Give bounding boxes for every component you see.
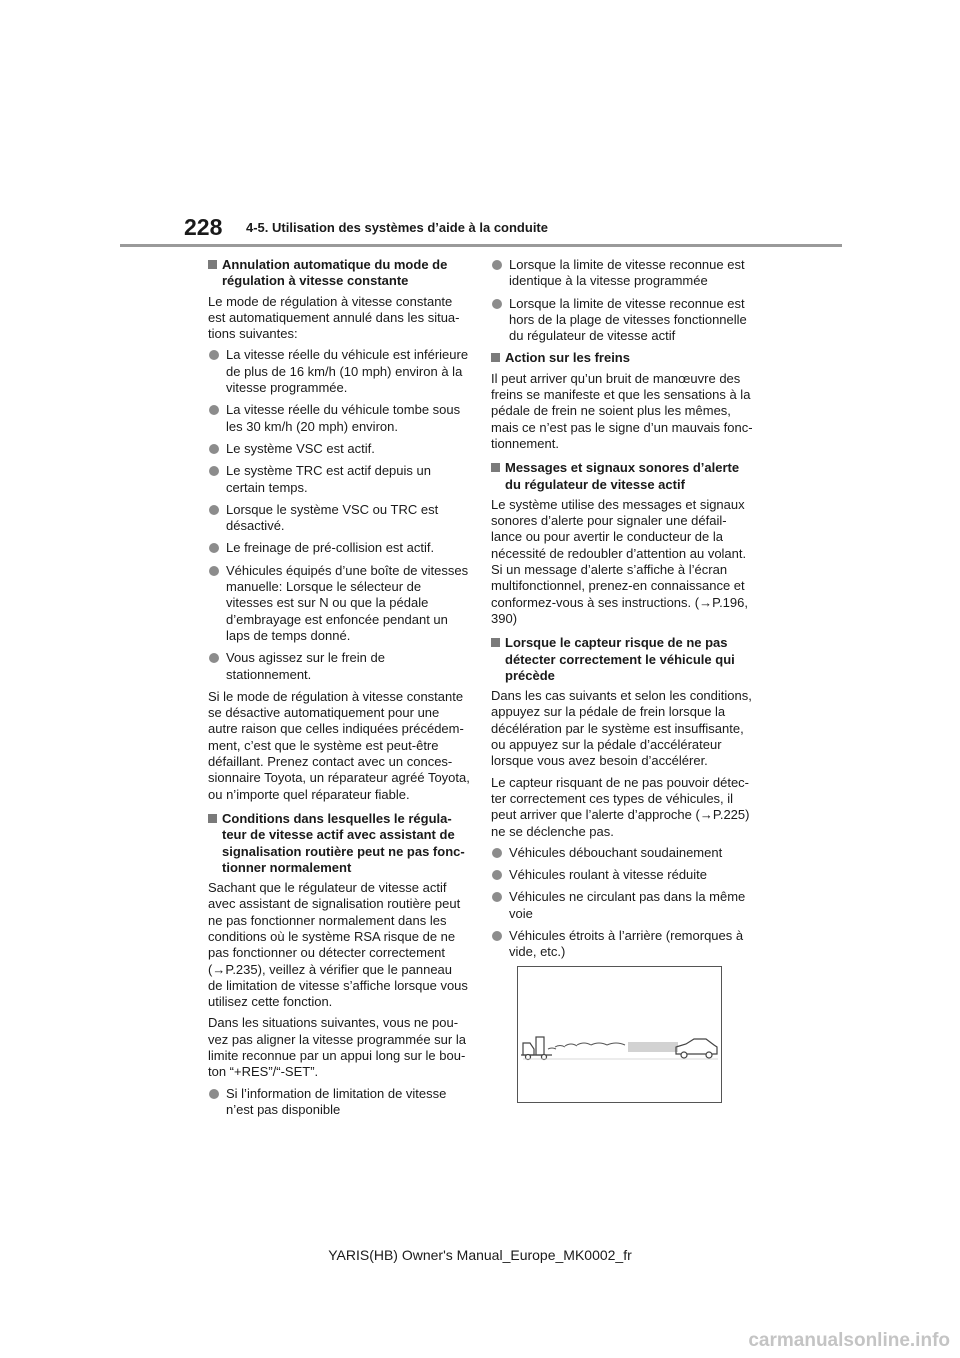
bullet-icon [209, 543, 219, 553]
heading-text: Lorsque le capteur risque de ne pas détecter correctement le véhicule qui précède [505, 635, 735, 683]
list-item-text: Le système VSC est actif. [226, 440, 375, 456]
bullet-icon [492, 931, 502, 941]
list-item-text: Lorsque la limite de vitesse reconnue est identique à la vitesse programmée [509, 257, 745, 289]
heading-text: Messages et signaux sonores d’alerte du régulateur de vitesse actif [505, 460, 740, 492]
section-heading [491, 460, 753, 493]
section-heading [208, 257, 470, 290]
list-item [208, 502, 470, 535]
list-item [208, 402, 470, 435]
list-item-text: Vous agissez sur le frein de stationnement. [226, 650, 385, 682]
paragraph: Si le mode de régulation à vitesse constante se désactive automatiquement pour une autre raison que celles indiquées précédem-ment, c’est que le système est peut-être défaillant. Prenez contact avec un conces-sionnaire Toyota, un réparateur agréé Toyota, ou n’importe quel réparateur fiable. [208, 688, 470, 802]
list-item [491, 296, 753, 345]
list-item [491, 845, 753, 861]
bullet-icon [209, 444, 219, 454]
square-bullet-icon [208, 260, 217, 269]
bullet-icon [492, 260, 502, 270]
list-item [491, 928, 753, 961]
list-item-text: Le freinage de pré-collision est actif. [226, 540, 435, 556]
list-item-text: Le système TRC est actif depuis un certain temps. [226, 463, 431, 495]
list-item-text: Véhicules équipés d’une boîte de vitesses manuelle: Lorsque le sélecteur de vitesses est sur N ou que la pédale d’embrayage est enfoncée pendant un laps de temps donné. [226, 562, 469, 643]
section-heading [208, 811, 470, 876]
bullet-icon [209, 505, 219, 515]
bullet-icon [492, 870, 502, 880]
list-item [208, 563, 470, 644]
list-item-text: Lorsque la limite de vitesse reconnue est hors de la plage de vitesses fonctionnelle du régulateur de vitesse actif [509, 295, 747, 344]
paragraph: Le mode de régulation à vitesse constante est automatiquement annulé dans les situa-tions suivantes: [208, 293, 460, 342]
list-item [491, 257, 753, 290]
list-item [491, 867, 753, 883]
list-item [208, 463, 470, 496]
list-item-text: Véhicules étroits à l’arrière (remorques à vide, etc.) [509, 927, 744, 960]
radar-wave-icon [548, 1043, 625, 1049]
radar-illustration-svg [518, 967, 721, 1102]
header-divider [120, 244, 842, 247]
watermark: carmanualsonline.info [748, 1330, 950, 1351]
list-item [208, 1086, 470, 1119]
list-item-text: La vitesse réelle du véhicule tombe sous les 30 km/h (20 mph) environ. [226, 402, 461, 434]
list-item [208, 347, 470, 396]
bullet-icon [492, 892, 502, 902]
list-item-text: La vitesse réelle du véhicule est inférieure de plus de 16 km/h (10 mph) environ à la vitesse programmée. [226, 347, 469, 396]
list-item-text: Véhicules roulant à vitesse réduite [509, 867, 708, 883]
radar-illustration [517, 966, 722, 1103]
left-column [208, 257, 470, 1124]
paragraph: Dans les situations suivantes, vous ne pou-vez pas aligner la vitesse programmée sur la limite reconnue par un appui long sur le bou-ton “+RES”/“-SET”. [208, 1015, 466, 1080]
square-bullet-icon [208, 814, 217, 823]
square-bullet-icon [491, 463, 500, 472]
heading-text: Conditions dans lesquelles le régula-teur de vitesse actif avec assistant de signalisation routière peut ne pas fonc-tionner normalement [222, 810, 465, 875]
bullet-icon [209, 566, 219, 576]
section-heading [491, 350, 753, 366]
radar-beam-icon [628, 1043, 678, 1051]
page-number: 228 [184, 214, 223, 240]
car-icon [676, 1039, 717, 1058]
footer-text: YARIS(HB) Owner's Manual_Europe_MK0002_fr [328, 1247, 632, 1263]
paragraph: Sachant que le régulateur de vitesse actif avec assistant de signalisation routière peut ne pas fonctionner normalement dans les conditions où le système RSA risque de ne pas fonctionner ou détecter correctement (→P.235), veillez à vérifier que le panneau de limitation de vitesse s’affiche lorsque vous utilisez cette fonction. [208, 880, 468, 1010]
list-item-text: Véhicules débouchant soudainement [509, 844, 723, 860]
list-item-text: Si l’information de limitation de vitesse n’est pas disponible [226, 1085, 447, 1117]
heading-text: Annulation automatique du mode de régulation à vitesse constante [222, 257, 448, 289]
square-bullet-icon [491, 353, 500, 362]
right-column [491, 257, 753, 967]
bullet-icon [209, 405, 219, 415]
paragraph: Le capteur risquant de ne pas pouvoir détec-ter correctement ces types de véhicules, il peut arriver que l’alerte d’approche (→P.225) ne se déclenche pas. [491, 774, 750, 839]
square-bullet-icon [491, 638, 500, 647]
list-item [208, 441, 470, 457]
bullet-icon [492, 848, 502, 858]
truck-icon [521, 1037, 552, 1060]
bullet-icon [209, 350, 219, 360]
list-item-text: Lorsque le système VSC ou TRC est désactivé. [226, 501, 439, 534]
bullet-icon [492, 299, 502, 309]
paragraph: Le système utilise des messages et signaux sonores d’alerte pour signaler une défail-lance ou pour avertir le conducteur de la nécessité de redoubler d’attention au volant. Si un message d’alerte s’affiche à l’écran multifonctionnel, prenez-en connaissance et conformez-vous à ses instructions. (→P.196, 390) [491, 496, 748, 626]
section-heading [491, 635, 753, 684]
list-item [208, 540, 470, 556]
bullet-icon [209, 466, 219, 476]
paragraph: Dans les cas suivants et selon les conditions, appuyez sur la pédale de frein lorsque la décélération par le système est insuffisante, ou appuyez sur la pédale d’accélérateur lorsque vous avez besoin d’accélérer. [491, 688, 752, 769]
bullet-icon [209, 1089, 219, 1099]
heading-text: Action sur les freins [505, 350, 630, 366]
bullet-icon [209, 653, 219, 663]
list-item-text: Véhicules ne circulant pas dans la même voie [509, 889, 746, 921]
section-title: 4-5. Utilisation des systèmes d’aide à la conduite [246, 220, 548, 235]
paragraph: Il peut arriver qu’un bruit de manœuvre des freins se manifeste et que les sensations à la pédale de frein ne soient plus les mêmes, mais ce n’est pas le signe d’un mauvais fonc-tionnement. [491, 370, 753, 451]
list-item [491, 889, 753, 922]
list-item [208, 650, 470, 683]
